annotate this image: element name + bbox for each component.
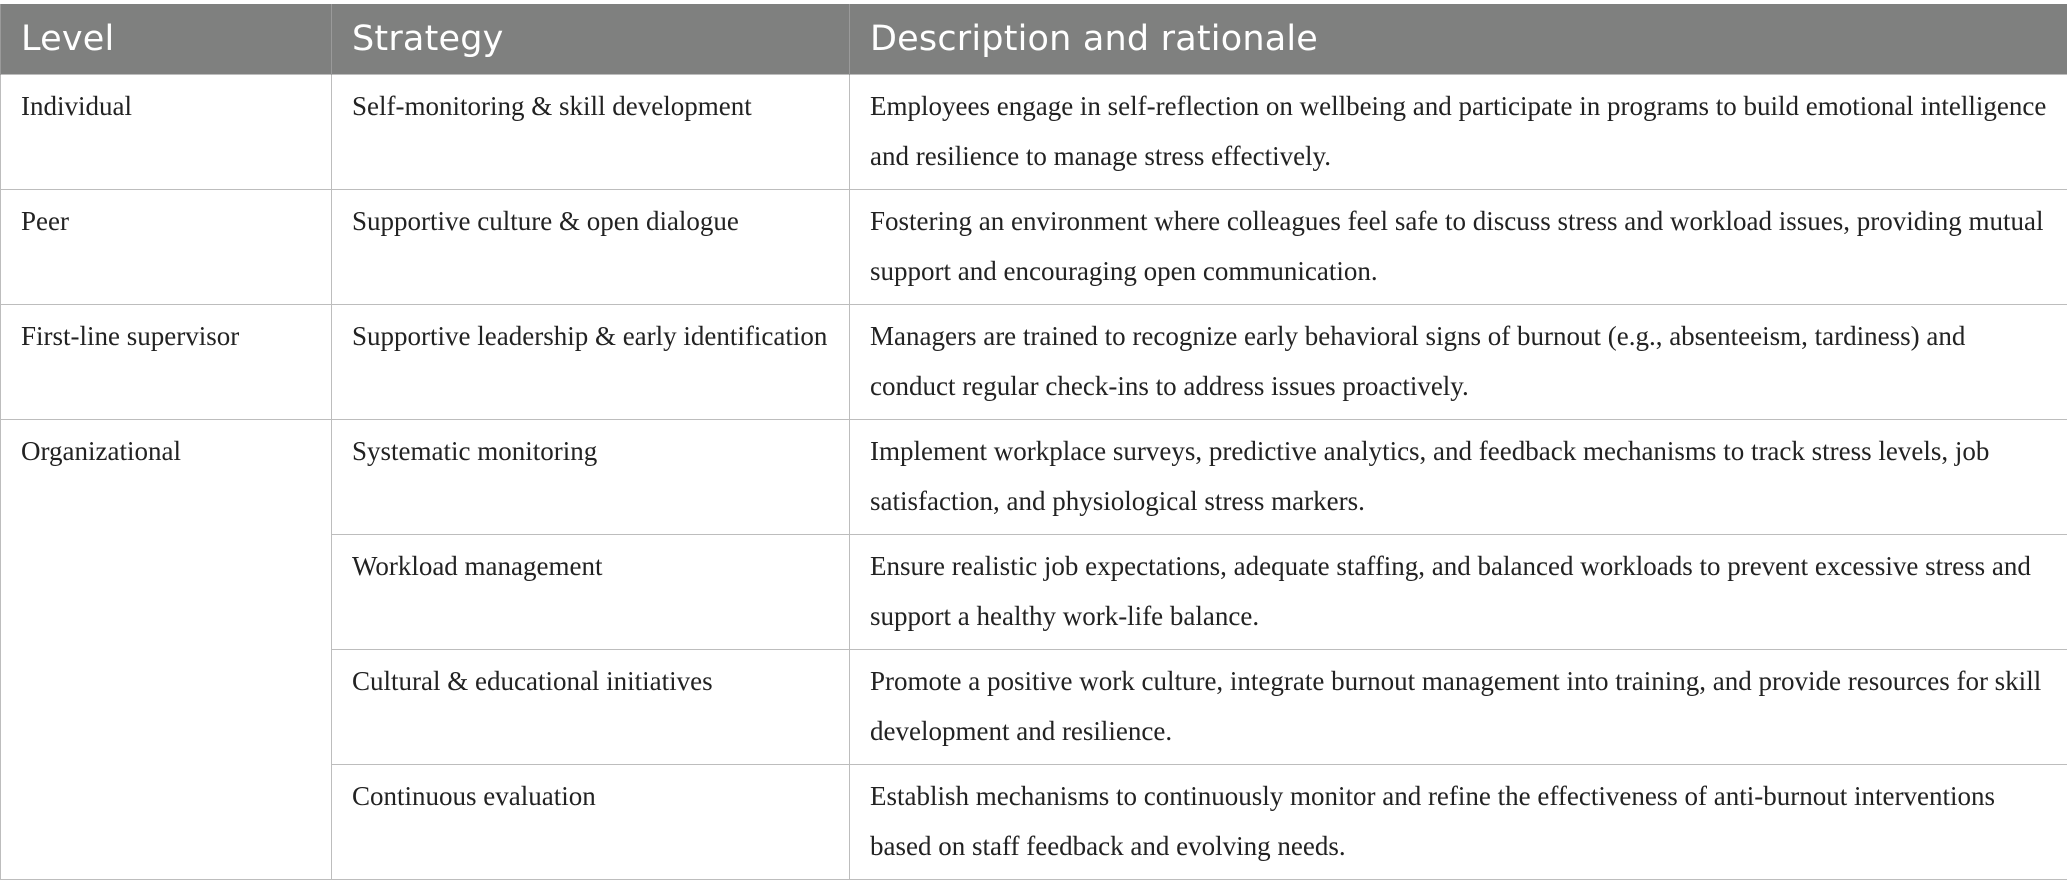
table-row xyxy=(1,420,2067,535)
cell-strategy: Supportive culture & open dialogue xyxy=(332,190,850,305)
cell-description: Promote a positive work culture, integrate burnout management into training, and provide resources for skill development and resilience. xyxy=(850,650,2067,765)
cell-level: Peer xyxy=(1,190,332,305)
header-description: Description and rationale xyxy=(850,4,2067,75)
cell-description: Fostering an environment where colleagues feel safe to discuss stress and workload issues, providing mutual support and encouraging open communication. xyxy=(850,190,2067,305)
cell-strategy: Continuous evaluation xyxy=(332,765,850,880)
table-header xyxy=(1,4,2067,75)
cell-strategy: Systematic monitoring xyxy=(332,420,850,535)
cell-description: Ensure realistic job expectations, adequate staffing, and balanced workloads to prevent excessive stress and support a healthy work-life balance. xyxy=(850,535,2067,650)
header-strategy: Strategy xyxy=(332,4,850,75)
header-level: Level xyxy=(1,4,332,75)
header-row xyxy=(1,4,2067,75)
cell-description: Establish mechanisms to continuously monitor and refine the effectiveness of anti-burnout interventions based on staff feedback and evolving needs. xyxy=(850,765,2067,880)
cell-level: Individual xyxy=(1,75,332,190)
table-body xyxy=(1,75,2067,880)
cell-description: Employees engage in self-reflection on wellbeing and participate in programs to build emotional intelligence and resilience to manage stress effectively. xyxy=(850,75,2067,190)
cell-strategy: Self-monitoring & skill development xyxy=(332,75,850,190)
cell-strategy: Cultural & educational initiatives xyxy=(332,650,850,765)
cell-level-merged: Organizational xyxy=(1,420,332,880)
cell-level: First-line supervisor xyxy=(1,305,332,420)
table-row xyxy=(1,75,2067,190)
table-row xyxy=(1,305,2067,420)
cell-strategy: Supportive leadership & early identification xyxy=(332,305,850,420)
table-row xyxy=(1,190,2067,305)
cell-description: Managers are trained to recognize early behavioral signs of burnout (e.g., absenteeism, tardiness) and conduct regular check-ins to address issues proactively. xyxy=(850,305,2067,420)
cell-strategy: Workload management xyxy=(332,535,850,650)
cell-description: Implement workplace surveys, predictive analytics, and feedback mechanisms to track stress levels, job satisfaction, and physiological stress markers. xyxy=(850,420,2067,535)
burnout-strategy-table xyxy=(0,4,2067,880)
